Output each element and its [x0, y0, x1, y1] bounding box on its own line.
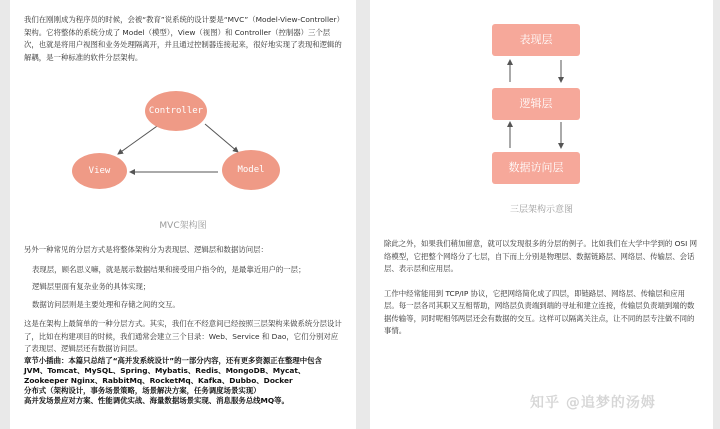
presentation-layer-box: 表现层: [492, 24, 580, 56]
resource-note: 章节小插曲：本篇只总结了“高并发系统设计”的一部分内容，还有更多资源正在整理中包含JVM、Tomcat、MySQL、Spring、Mybatis、Redis、MongoDB、Mycat、Zookeeper Nginx、RabbitMq、RocketMq、Kafka、Dubbo、Docker: [24, 355, 322, 385]
three-tier-diagram: [370, 0, 713, 200]
zhihu-watermark: 知乎 @追梦的汤姆: [530, 395, 656, 411]
mvc-caption: MVC架构图: [159, 221, 207, 231]
bullet-presentation: 表现层，顾名思义嘛，就是展示数据结果和接受用户指令的，是最靠近用户的一层；: [32, 264, 306, 274]
logic-layer-box: 逻辑层: [492, 88, 580, 120]
high-concurrency-note: 高并发场景应对方案、性能调优实战、海量数据场景实现、消息服务总线MQ等。: [24, 395, 289, 405]
left-page: [10, 0, 356, 429]
three-tier-paragraph: 这是在架构上最简单的一种分层方式。其实，我们在不经意间已经按照三层架构来做系统分层设计了，比如在构建项目的时候，我们通常会建立三个目录：Web、Service 和 Dao，它们分别对应了表现层、逻辑层还有数据访问层。: [24, 319, 342, 353]
arrow-controller-to-model: [205, 124, 238, 152]
tcpip-paragraph: 工作中经常能用到 TCP/IP 协议，它把网络简化成了四层，即链路层、网络层、传输层和应用层。每一层各司其职又互相帮助，网络层负责端到端的寻址和建立连接，传输层负责端到端的数据传输等，同时呢相邻两层还会有数据的交互。这样可以隔离关注点，让不同的层专注做不同的事情。: [384, 288, 695, 335]
distributed-note: 分布式（架构设计，事务场景策略，场景解决方案，任务调度场景实现）: [24, 385, 261, 395]
osi-paragraph: 除此之外，如果我们稍加留意，就可以发现很多的分层的例子。比如我们在大学中学到的 OSI 网络模型，它把整个网络分了七层，自下而上分别是物理层、数据链路层、网络层、传输层、会话层、表示层和应用层。: [384, 239, 698, 273]
model-node: Model: [222, 150, 280, 190]
data-access-layer-box: 数据访问层: [492, 152, 580, 184]
left-body: [24, 244, 342, 406]
mvc-diagram: [10, 86, 356, 236]
bullet-logic: 逻辑层里面有复杂业务的具体实现；: [32, 282, 151, 291]
view-node: View: [72, 153, 127, 189]
bullet-data-access: 数据访问层则是主要处理和存储之间的交互。: [32, 299, 180, 309]
right-body: [384, 238, 699, 338]
layers-intro: 另外一种常见的分层方式是将整体架构分为表现层、逻辑层和数据访问层：: [24, 245, 268, 254]
arrow-controller-to-view: [118, 124, 160, 154]
three-tier-caption: 三层架构示意图: [509, 205, 573, 215]
right-page: [370, 0, 713, 429]
controller-node: Controller: [145, 91, 207, 131]
intro-paragraph: 我们在刚刚成为程序员的时候，会被“教育”说系统的设计要是“MVC”（Model-View-Controller）架构。它将整体的系统分成了 Model（模型），View（视图）和 Controller（控制器）三个层次，也就是将用户视图和业务处理隔离开，并且通过控制器连接起来，很好地实现了表现和逻辑的解耦，是一种标准的软件分层架构。: [24, 15, 342, 62]
